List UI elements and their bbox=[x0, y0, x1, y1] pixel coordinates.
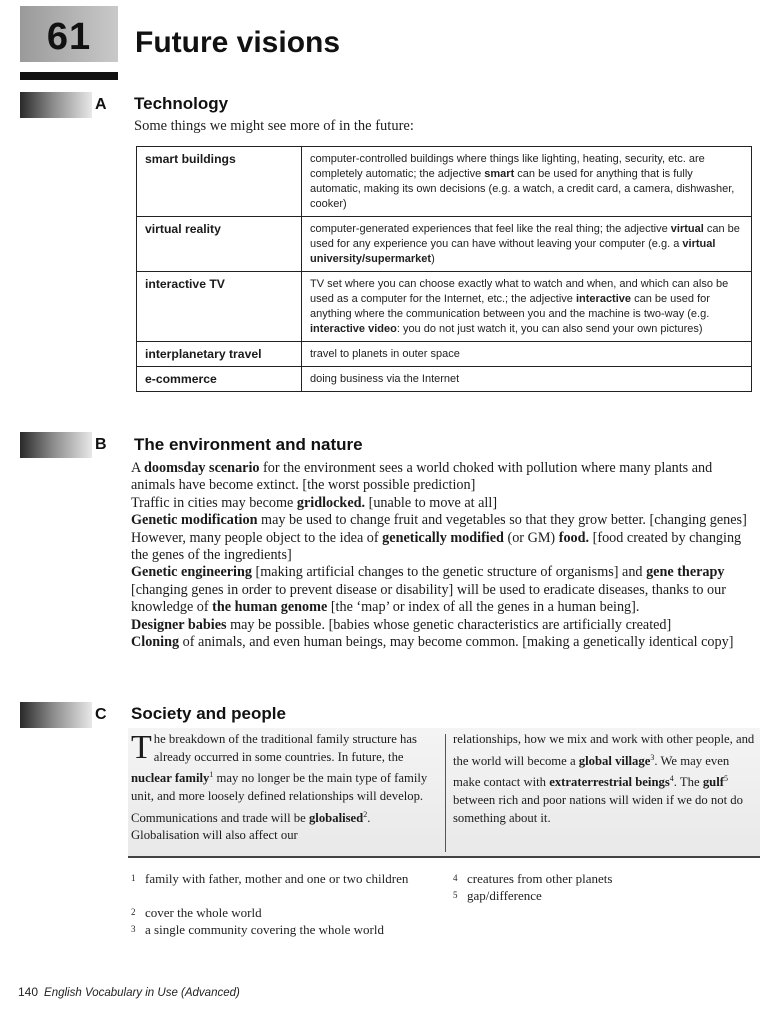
table-row bbox=[137, 217, 752, 272]
footnote-ref: 4 bbox=[669, 774, 674, 784]
section-c-marker bbox=[20, 702, 92, 728]
key-term: doomsday scenario bbox=[144, 460, 260, 476]
paragraph bbox=[131, 512, 757, 564]
table-row bbox=[137, 147, 752, 217]
footnote-number: 5 bbox=[453, 890, 458, 900]
text-run: can be used for any experience you can have without leaving your computer (e.g. a bbox=[310, 223, 740, 250]
text-run: . The bbox=[673, 775, 703, 790]
section-a-title: Technology bbox=[134, 94, 229, 113]
footnote-text: cover the whole world bbox=[145, 905, 262, 920]
text-run: (or GM) bbox=[503, 529, 559, 546]
table-definition bbox=[302, 272, 752, 342]
key-term: global village bbox=[578, 753, 651, 768]
society-text-left bbox=[131, 731, 431, 845]
paragraph bbox=[131, 564, 757, 616]
footnote-number: 1 bbox=[131, 873, 136, 883]
key-term: Genetic modification bbox=[131, 512, 258, 529]
section-a-marker bbox=[20, 92, 92, 118]
footnote-number: 3 bbox=[131, 924, 136, 934]
footnote-text: family with father, mother and one or two children bbox=[145, 871, 409, 886]
text-run: . We may even make contact with bbox=[453, 753, 730, 790]
text-run: he breakdown of the traditional family structure has already occurred in some countries. In future, the bbox=[153, 732, 417, 764]
footnote-number: 4 bbox=[453, 873, 458, 883]
key-term: smart bbox=[484, 168, 515, 180]
technology-table bbox=[136, 146, 752, 392]
paragraph bbox=[131, 495, 757, 512]
footnote-ref: 5 bbox=[723, 774, 728, 784]
text-run: computer-generated experiences that feel like the real thing; the adjective bbox=[310, 223, 671, 235]
text-run: [food created by changing the genes of the ingredients] bbox=[131, 529, 742, 564]
table-term: interplanetary travel bbox=[137, 342, 302, 367]
key-term: genetically modified bbox=[382, 529, 504, 546]
text-run: for the environment sees a world choked with pollution where many plants and animals have become extinct. [the worst possible prediction] bbox=[131, 460, 713, 494]
text-run: : you do not just watch it, you can also send your own pictures) bbox=[396, 323, 703, 335]
table-definition bbox=[302, 217, 752, 272]
table-row bbox=[137, 342, 752, 367]
section-b-letter: B bbox=[95, 436, 107, 453]
section-b-marker bbox=[20, 432, 92, 458]
text-run: [the ‘map’ or index of all the genes in a human being]. bbox=[327, 599, 640, 616]
footnote bbox=[131, 904, 431, 921]
text-run: [changing genes in order to prevent disease or disability] will be used to eradicate diseases, thanks to our knowledge of bbox=[131, 581, 726, 616]
footnote-text: creatures from other planets bbox=[467, 871, 613, 886]
footnote-ref: 1 bbox=[209, 770, 214, 780]
text-run: [making artificial changes to the genetic structure of organisms] and bbox=[251, 564, 647, 581]
text-run: Traffic in cities may become bbox=[131, 494, 297, 511]
text-run: A bbox=[131, 460, 145, 476]
unit-number: 61 bbox=[46, 16, 92, 58]
text-run: relationships, how we mix and work with other people, and the world will become a bbox=[453, 732, 755, 768]
text-run: between rich and poor nations will widen if we do not do something about it. bbox=[453, 793, 743, 825]
key-term: the human genome bbox=[212, 599, 328, 616]
key-term: globalised bbox=[308, 810, 364, 825]
footnote bbox=[453, 887, 753, 904]
paragraph bbox=[131, 634, 757, 651]
key-term: virtual bbox=[670, 223, 704, 235]
text-run: may be possible. [babies whose genetic characteristics are artificially created] bbox=[226, 616, 672, 633]
page-number: 140 bbox=[18, 985, 39, 999]
table-row bbox=[137, 367, 752, 392]
footnote-number: 2 bbox=[131, 907, 136, 917]
key-term: virtual university/supermarket bbox=[310, 238, 716, 265]
footnote-text: gap/difference bbox=[467, 888, 542, 903]
column-divider bbox=[445, 734, 446, 852]
page-footer bbox=[18, 985, 240, 999]
key-term: gene therapy bbox=[646, 564, 725, 581]
section-a-letter: A bbox=[95, 96, 107, 113]
footnote-ref: 3 bbox=[650, 752, 655, 762]
table-term: interactive TV bbox=[137, 272, 302, 342]
paragraph bbox=[131, 460, 757, 495]
section-c-letter: C bbox=[95, 706, 107, 723]
table-term: smart buildings bbox=[137, 147, 302, 217]
text-run: can be used for anything where the communication between you and the machine is two-way (e.g. bbox=[310, 293, 710, 320]
footnote bbox=[131, 870, 431, 887]
footnote bbox=[453, 870, 753, 887]
text-run: computer-controlled buildings where things like lighting, heating, security, etc. are completely automatic; the adjective bbox=[310, 153, 705, 180]
text-run: doing business via the Internet bbox=[310, 373, 460, 385]
table-definition bbox=[302, 342, 752, 367]
text-run: ) bbox=[431, 253, 435, 265]
key-term: Cloning bbox=[131, 634, 180, 651]
key-term: gridlocked. bbox=[296, 494, 366, 511]
society-left-body bbox=[131, 729, 428, 843]
text-run: TV set where you can choose exactly what to watch and when, and which can also be used as a computer for the Internet, etc.; the adjective bbox=[310, 278, 729, 305]
key-term: interactive video bbox=[310, 323, 397, 335]
section-c-title: Society and people bbox=[131, 704, 286, 723]
text-run: may no longer be the main type of family unit, and more loosely defined relationships will develop. Communications and trade will be bbox=[131, 771, 428, 825]
key-term: gulf bbox=[702, 775, 724, 790]
key-term: Designer babies bbox=[131, 616, 227, 633]
table-definition bbox=[302, 147, 752, 217]
drop-cap: T bbox=[131, 729, 152, 766]
table-row bbox=[137, 272, 752, 342]
footnote bbox=[131, 921, 451, 938]
text-run: of animals, and even human beings, may become common. [making a genetically identical copy] bbox=[179, 634, 734, 651]
text-run: travel to planets in outer space bbox=[310, 348, 460, 360]
key-term: interactive bbox=[575, 293, 632, 305]
book-title: English Vocabulary in Use (Advanced) bbox=[44, 987, 240, 999]
table-term: e-commerce bbox=[137, 367, 302, 392]
key-term: nuclear family bbox=[131, 771, 210, 786]
text-run: may be used to change fruit and vegetables so that they grow better. [changing genes] However, many people object to the idea of bbox=[131, 512, 747, 546]
footnote-ref: 2 bbox=[363, 809, 368, 819]
footnote-text: a single community covering the whole world bbox=[145, 922, 385, 937]
table-term: virtual reality bbox=[137, 217, 302, 272]
section-a-intro: Some things we might see more of in the future: bbox=[134, 118, 414, 134]
text-run: can be used for anything that is fully automatic, making its own decisions (e.g. a watch, a credit card, a camera, dishwasher, cooker) bbox=[310, 168, 735, 210]
unit-underline bbox=[20, 72, 118, 80]
key-term: food. bbox=[558, 529, 590, 546]
key-term: extraterrestrial beings bbox=[549, 775, 670, 790]
environment-text bbox=[131, 460, 757, 651]
key-term: Genetic engineering bbox=[131, 564, 252, 581]
text-run: . Globalisation will also affect our bbox=[131, 810, 371, 843]
paragraph bbox=[131, 617, 757, 634]
society-text-right bbox=[453, 731, 758, 827]
page-title: Future visions bbox=[135, 26, 341, 59]
table-definition bbox=[302, 367, 752, 392]
section-b-title: The environment and nature bbox=[134, 435, 363, 454]
text-run: [unable to move at all] bbox=[365, 494, 498, 511]
